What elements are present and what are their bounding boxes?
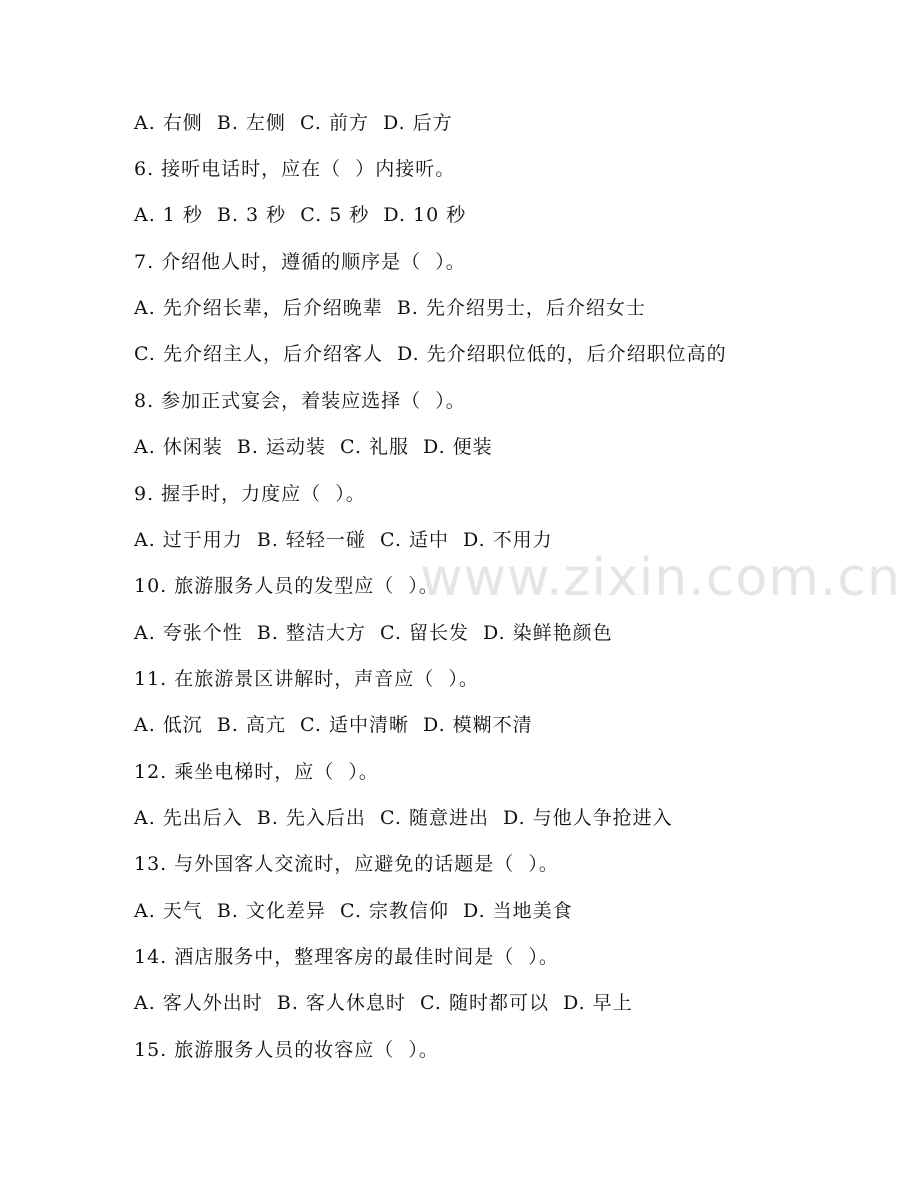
question-12: 12. 乘坐电梯时，应（ ）。 bbox=[134, 761, 379, 783]
watermark-text: www.zixin.com.cn bbox=[420, 548, 901, 608]
question-13: 13. 与外国客人交流时，应避免的话题是（ ）。 bbox=[134, 853, 559, 875]
answer-options-q13: A. 天气 B. 文化差异 C. 宗教信仰 D. 当地美食 bbox=[134, 900, 573, 922]
question-8: 8. 参加正式宴会，着装应选择（ ）。 bbox=[134, 390, 466, 412]
answer-options-q5: A. 右侧 B. 左侧 C. 前方 D. 后方 bbox=[134, 112, 453, 134]
question-9: 9. 握手时，力度应（ ）。 bbox=[134, 483, 366, 505]
answer-options-q9: A. 过于用力 B. 轻轻一碰 C. 适中 D. 不用力 bbox=[134, 529, 553, 551]
question-14: 14. 酒店服务中，整理客房的最佳时间是（ ）。 bbox=[134, 946, 559, 968]
question-7: 7. 介绍他人时，遵循的顺序是（ ）。 bbox=[134, 251, 466, 273]
answer-options-q8: A. 休闲装 B. 运动装 C. 礼服 D. 便装 bbox=[134, 436, 493, 458]
question-11: 11. 在旅游景区讲解时，声音应（ ）。 bbox=[134, 668, 479, 690]
answer-options-q10: A. 夸张个性 B. 整洁大方 C. 留长发 D. 染鲜艳颜色 bbox=[134, 622, 613, 644]
question-10: 10. 旅游服务人员的发型应（ ）。 bbox=[134, 575, 439, 597]
answer-options-q12: A. 先出后入 B. 先入后出 C. 随意进出 D. 与他人争抢进入 bbox=[134, 807, 673, 829]
question-6: 6. 接听电话时，应在（ ）内接听。 bbox=[134, 158, 456, 180]
question-15: 15. 旅游服务人员的妆容应（ ）。 bbox=[134, 1039, 439, 1061]
answer-options-q14: A. 客人外出时 B. 客人休息时 C. 随时都可以 D. 早上 bbox=[134, 992, 633, 1014]
answer-options-q6: A. 1 秒 B. 3 秒 C. 5 秒 D. 10 秒 bbox=[134, 204, 467, 226]
answer-options-q7-ab: A. 先介绍长辈，后介绍晚辈 B. 先介绍男士，后介绍女士 bbox=[134, 297, 646, 319]
answer-options-q11: A. 低沉 B. 高亢 C. 适中清晰 D. 模糊不清 bbox=[134, 714, 533, 736]
answer-options-q7-cd: C. 先介绍主人，后介绍客人 D. 先介绍职位低的，后介绍职位高的 bbox=[134, 343, 727, 365]
